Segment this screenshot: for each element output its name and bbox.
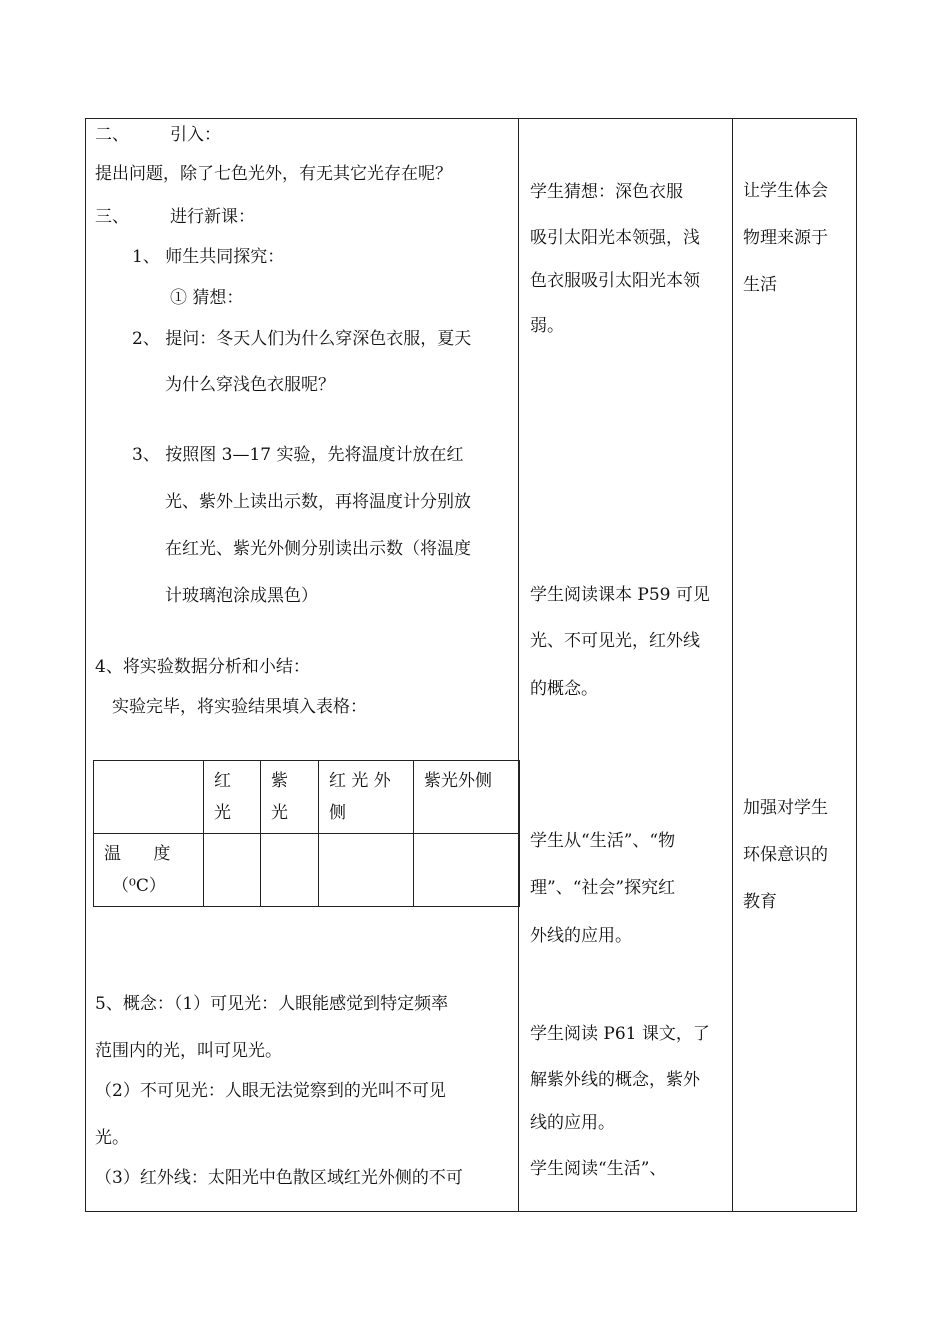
section-number: 三、 bbox=[95, 207, 129, 227]
student-activity-text: 学生阅读 P61 课文，了 bbox=[530, 1024, 710, 1044]
concept-text: （3）红外线：太阳光中色散区域红光外侧的不可 bbox=[95, 1168, 463, 1188]
table-cell bbox=[204, 834, 261, 907]
student-activity-text: 外线的应用。 bbox=[530, 926, 632, 946]
student-activity-text: 解紫外线的概念，紫外 bbox=[530, 1070, 700, 1090]
student-activity-text: 色衣服吸引太阳光本领 bbox=[530, 271, 700, 291]
header-text: 紫 bbox=[271, 771, 288, 791]
section-heading: 进行新课： bbox=[170, 207, 255, 227]
header-text: 光 bbox=[271, 803, 288, 823]
table-cell bbox=[319, 834, 414, 907]
student-activity-text: 学生阅读“生活”、 bbox=[530, 1159, 667, 1179]
row-label-text: 温 度 bbox=[104, 844, 171, 864]
table-cell bbox=[414, 834, 520, 907]
table-header-cell bbox=[319, 761, 414, 834]
step-text: 计玻璃泡涂成黑色） bbox=[165, 586, 318, 606]
section-number: 二、 bbox=[95, 125, 129, 145]
table-header-cell bbox=[414, 761, 520, 834]
student-activity-text: 吸引太阳光本领强，浅 bbox=[530, 228, 700, 248]
table-row-label bbox=[94, 834, 204, 907]
concept-text: 5、概念：（1）可见光：人眼能感觉到特定频率 bbox=[95, 994, 449, 1014]
step-text: 为什么穿浅色衣服呢？ bbox=[165, 375, 335, 395]
step-text: 4、将实验数据分析和小结： bbox=[95, 657, 310, 677]
step-text: 1、 师生共同探究： bbox=[132, 247, 285, 267]
header-text: 侧 bbox=[329, 803, 346, 823]
step-text: 光、紫外上读出示数，再将温度计分别放 bbox=[165, 492, 471, 512]
student-activity-text: 的概念。 bbox=[530, 679, 598, 699]
results-table bbox=[93, 760, 520, 907]
table-header-cell bbox=[204, 761, 261, 834]
student-activity-text: 理”、“社会”探究红 bbox=[530, 878, 676, 898]
student-activity-text: 学生阅读课本 P59 可见 bbox=[530, 585, 710, 605]
table-cell bbox=[261, 834, 319, 907]
student-activity-text: 弱。 bbox=[530, 316, 564, 336]
column-divider-1 bbox=[518, 118, 519, 1212]
table-header-cell bbox=[261, 761, 319, 834]
student-activity-text: 学生猜想：深色衣服 bbox=[530, 182, 683, 202]
concept-text: 光。 bbox=[95, 1128, 129, 1148]
header-text: 紫光外侧 bbox=[424, 771, 492, 791]
header-text: 光 bbox=[214, 803, 231, 823]
step-text: 在红光、紫光外侧分别读出示数（将温度 bbox=[165, 539, 471, 559]
header-text: 红 bbox=[214, 771, 231, 791]
student-activity-text: 光、不可见光，红外线 bbox=[530, 631, 700, 651]
column-divider-2 bbox=[732, 118, 733, 1212]
design-intent-text: 教育 bbox=[743, 892, 777, 912]
step-text: ① 猜想： bbox=[170, 288, 244, 308]
step-text: 实验完毕，将实验结果填入表格： bbox=[112, 697, 367, 717]
header-text: 红 光 外 bbox=[329, 771, 391, 791]
concept-text: 范围内的光，叫可见光。 bbox=[95, 1041, 282, 1061]
step-text: 3、 按照图 3—17 实验，先将温度计放在红 bbox=[132, 445, 464, 465]
row-label-unit: （⁰C） bbox=[112, 876, 166, 896]
design-intent-text: 让学生体会 bbox=[743, 181, 828, 201]
design-intent-text: 加强对学生 bbox=[743, 798, 828, 818]
design-intent-text: 生活 bbox=[743, 275, 777, 295]
design-intent-text: 物理来源于 bbox=[743, 228, 828, 248]
section-heading: 引入： bbox=[170, 125, 221, 145]
concept-text: （2）不可见光：人眼无法觉察到的光叫不可见 bbox=[95, 1081, 446, 1101]
student-activity-text: 线的应用。 bbox=[530, 1113, 615, 1133]
design-intent-text: 环保意识的 bbox=[743, 845, 828, 865]
question-text: 提出问题，除了七色光外，有无其它光存在呢？ bbox=[95, 164, 452, 184]
table-corner-cell bbox=[94, 761, 204, 834]
student-activity-text: 学生从“生活”、“物 bbox=[530, 831, 676, 851]
step-text: 2、 提问：冬天人们为什么穿深色衣服，夏天 bbox=[132, 329, 472, 349]
